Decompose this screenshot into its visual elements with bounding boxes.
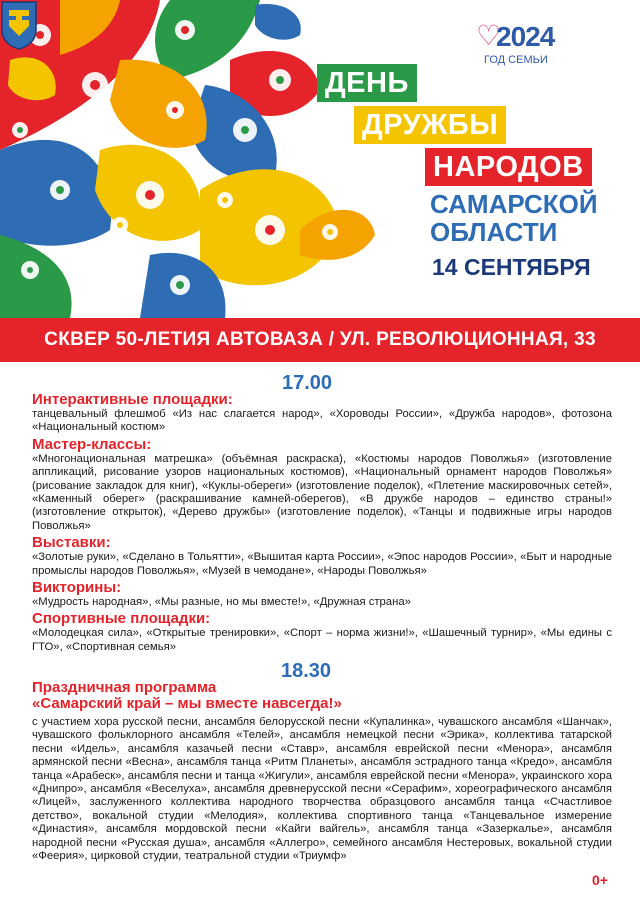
section-text: «Молодецкая сила», «Открытые тренировки», «Спорт – норма жизни!», «Шашечный турнир», «Мы едины с ГТО», «Спортивная семья» [32,627,612,653]
region-line-1: САМАРСКОЙ [430,189,598,219]
event-date: 14 СЕНТЯБРЯ [432,254,591,280]
title-line-2: ДРУЖБЫ [354,106,506,144]
section-heading: Викторины: [32,579,122,597]
program-title-line-1: Праздничная программа [32,679,217,696]
title-line-3: НАРОДОВ [425,148,592,186]
region-line-2: ОБЛАСТИ [430,217,558,247]
session-2-time: 18.30 [281,660,332,682]
program-title [32,680,612,712]
section-text: «Мудрость народная», «Мы разные, но мы вместе!», «Дружная страна» [32,596,411,609]
session-2-content [32,680,612,865]
section-text: «Многонациональная матрешка» (объёмная раскраска), «Костюмы народов Поволжья» (изготовление аппликаций, рисование узоров национальных костюмов), «Национальный орнамент народов Поволжья» (рисование закладок для книг), «Куклы-обереги» (изготовление поделок), «Плетение маскировочных сетей», «Каменный оберег» (раскрашивание камней-оберегов), «В дружбе народов – единство страны!» (изготовление открыток), «Дерево дружбы» (изготовление поделок), «Танцы и подвижные игры народов Поволжья» [32,452,612,532]
session-1-content [32,392,612,656]
section-heading: Спортивные площадки: [32,610,211,628]
title-line-1: ДЕНЬ [317,64,417,102]
logo-year: 2024 [496,21,555,52]
program-title-line-2: «Самарский край – мы вместе навсегда!» [32,695,342,712]
logo-subtitle: ГОД СЕМЬИ [484,54,548,66]
hero-illustration [0,0,640,318]
section-text: «Золотые руки», «Сделано в Тольятти», «Вышитая карта России», «Эпос народов России», «Быт и народные промыслы народов Поволжья», «Музей в чемодане», «Народы Поволжья» [32,551,612,577]
tolyatti-crest-icon [0,0,38,50]
year-of-family-logo [476,20,556,70]
location-banner: СКВЕР 50-ЛЕТИЯ АВТОВАЗА / УЛ. РЕВОЛЮЦИОННАЯ, 33 [0,318,640,362]
section-heading: Мастер-классы: [32,435,152,453]
section-heading: Интерактивные площадки: [32,391,233,408]
session-1-time: 17.00 [282,372,333,394]
region-title [430,190,598,246]
heart-icon: ♡ [476,19,502,52]
section-heading: Выставки: [32,534,111,552]
age-rating-badge: 0+ [592,872,608,888]
program-participants: с участием хора русской песни, ансамбля белорусской песни «Купалинка», чувашского ансамбля «Шанчак», чувашского фольклорного ансамбля «Телей», ансамбля немецкой песни «Эрика», коллектива татарской песни «Идель», ансамбля казачьей песни «Ставр», ансамбля еврейской песни «Менора», ансамбля армянской песни «Весна», ансамбля танца «Ритм Планеты», ансамбля эстрадного танца «Кредо», ансамбля танца «Арабеск», ансамбля песни и танца «Жигули», ансамбля еврейской песни «Менора», украинского хора «Днипро», ансамбля «Веселуха», ансамбля древнерусской песни «Серафим», хореографического ансамбля «Лицей», заслуженного коллектива народного творчества образцового ансамбля танца «Счастливое детство», вокальной студии «Мелодия», коллектива спортивного танца «Танцевальное измерение «Династия», ансамбля мордовской песни «Кайги вайгель», ансамбля танца «Зазеркалье», ансамбля народной песни «Русская душа», ансамбля «Аллегро», семейного ансамбля Нестеровых, вокальной студии «Феерия», цирковой студии, театральной студии «Триумф» [32,716,612,863]
section-text: танцевальный флешмоб «Из нас слагается народ», «Хороводы России», «Дружба народов», фотозона «Национальный костюм» [32,408,612,434]
